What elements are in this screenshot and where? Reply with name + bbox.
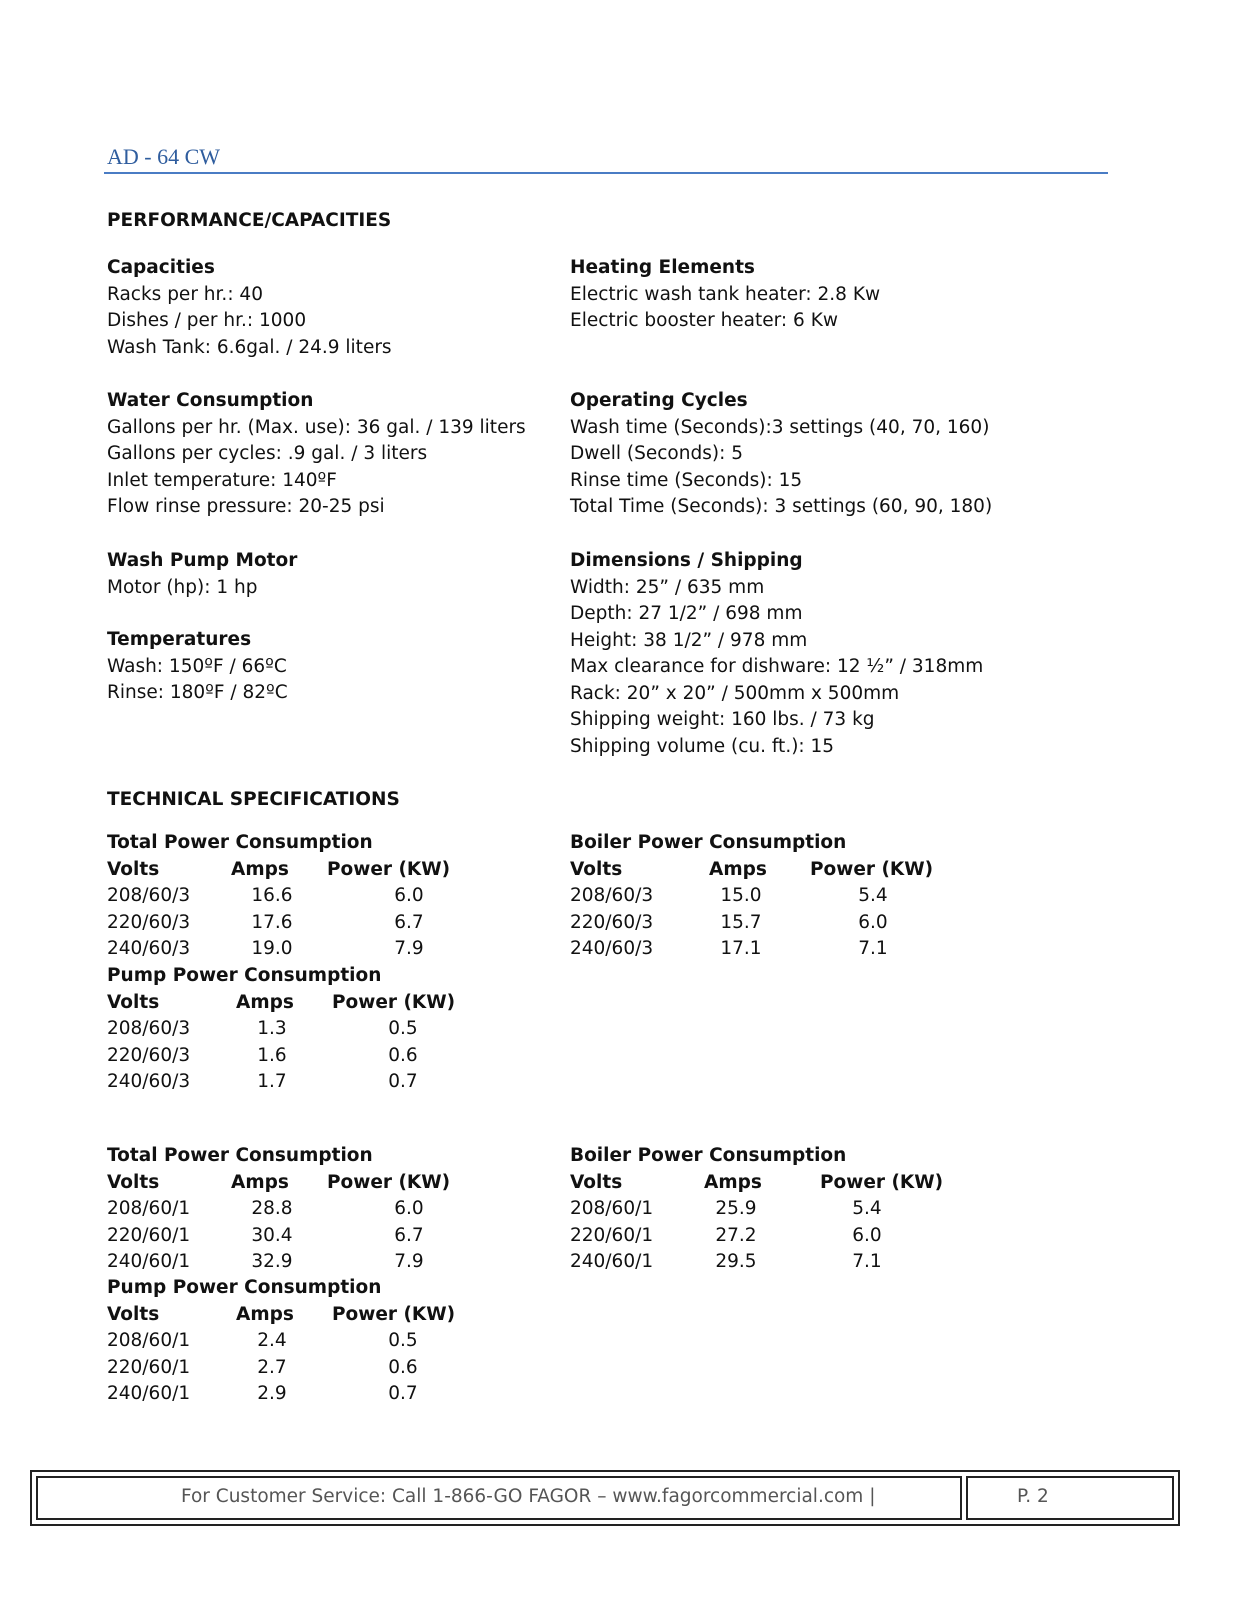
table-header-cell: Power (KW) — [820, 1171, 944, 1193]
temperatures-section — [107, 627, 288, 707]
table-cell: 6.7 — [394, 911, 424, 933]
cycles-line: Wash time (Seconds):3 settings (40, 70, 160) — [570, 416, 990, 438]
table-header-cell: Amps — [709, 858, 767, 880]
table-cell: 2.9 — [257, 1383, 287, 1404]
table-cell: 25.9 — [715, 1198, 757, 1219]
cycles-line: Total Time (Seconds): 3 settings (60, 90, 180) — [570, 496, 993, 517]
capacities-line: Racks per hr.: 40 — [107, 283, 263, 305]
table-title: Pump Power Consumption — [107, 965, 382, 986]
table-cell: 0.6 — [388, 1356, 418, 1378]
table-cell: 7.9 — [394, 938, 424, 959]
pump-motor-title: Wash Pump Motor — [107, 550, 298, 571]
table-cell: 6.0 — [858, 911, 888, 933]
table-cell: 2.7 — [257, 1356, 287, 1378]
table-cell: 2.4 — [257, 1330, 287, 1351]
table-cell: 0.5 — [388, 1330, 418, 1351]
table-header-cell: Volts — [107, 1171, 160, 1193]
table-header-cell: Amps — [231, 858, 289, 880]
water-line: Inlet temperature: 140ºF — [107, 469, 337, 491]
table-header-cell: Power (KW) — [810, 858, 934, 880]
table-cell: 240/60/3 — [107, 1071, 191, 1092]
dimensions-line: Height: 38 1/2” / 978 mm — [570, 629, 808, 651]
table-header-cell: Amps — [704, 1171, 762, 1193]
capacities-line: Wash Tank: 6.6gal. / 24.9 liters — [107, 336, 392, 358]
table-cell: 1.6 — [257, 1044, 287, 1066]
table-header-cell: Power (KW) — [327, 858, 451, 880]
table-cell: 6.0 — [394, 885, 424, 906]
table-cell: 220/60/1 — [570, 1224, 654, 1246]
table-cell: 32.9 — [251, 1251, 293, 1272]
table-cell: 19.0 — [251, 938, 293, 959]
table-title: Pump Power Consumption — [107, 1277, 382, 1298]
capacities-section — [107, 255, 392, 361]
heating-line: Electric wash tank heater: 2.8 Kw — [570, 283, 881, 305]
table-cell: 208/60/1 — [107, 1330, 191, 1351]
dimensions-line: Depth: 27 1/2” / 698 mm — [570, 603, 803, 624]
capacities-title: Capacities — [107, 257, 215, 278]
pump-motor-line: Motor (hp): 1 hp — [107, 576, 258, 598]
table-cell: 208/60/3 — [107, 1018, 191, 1039]
table-cell: 6.7 — [394, 1224, 424, 1246]
table-header-cell: Amps — [236, 1303, 294, 1325]
table-cell: 0.6 — [388, 1044, 418, 1066]
table-cell: 6.0 — [394, 1198, 424, 1219]
table-cell: 240/60/1 — [107, 1383, 191, 1404]
table-header-cell: Volts — [107, 991, 160, 1013]
table-header-cell: Amps — [236, 991, 294, 1013]
dimensions-line: Shipping volume (cu. ft.): 15 — [570, 735, 835, 757]
table-cell: 17.6 — [251, 911, 293, 933]
water-title: Water Consumption — [107, 390, 314, 411]
table-title: Boiler Power Consumption — [570, 832, 847, 853]
temperatures-line: Wash: 150ºF / 66ºC — [107, 655, 287, 677]
water-line: Gallons per hr. (Max. use): 36 gal. / 139 liters — [107, 416, 526, 438]
table-cell: 15.7 — [720, 911, 762, 933]
cycles-line: Dwell (Seconds): 5 — [570, 443, 743, 464]
water-line: Gallons per cycles: .9 gal. / 3 liters — [107, 443, 428, 464]
performance-heading: PERFORMANCE/CAPACITIES — [107, 210, 392, 231]
table-cell: 220/60/1 — [107, 1224, 191, 1246]
table-cell: 30.4 — [251, 1224, 293, 1246]
table-cell: 5.4 — [858, 885, 888, 906]
heating-line: Electric booster heater: 6 Kw — [570, 310, 838, 331]
table-cell: 208/60/3 — [570, 885, 654, 906]
table-cell: 27.2 — [715, 1224, 757, 1246]
dimensions-line: Shipping weight: 160 lbs. / 73 kg — [570, 709, 875, 730]
table-cell: 208/60/3 — [107, 885, 191, 906]
table-cell: 0.7 — [388, 1383, 418, 1404]
table-cell: 240/60/1 — [570, 1251, 654, 1272]
footer-service-text: For Customer Service: Call 1-866-GO FAGOR – www.fagorcommercial.com | — [181, 1486, 876, 1507]
table-cell: 220/60/3 — [107, 1044, 191, 1066]
heating-title: Heating Elements — [570, 257, 755, 278]
table-cell: 208/60/1 — [570, 1198, 654, 1219]
table-title: Total Power Consumption — [107, 832, 373, 853]
dimensions-line: Rack: 20” x 20” / 500mm x 500mm — [570, 682, 900, 704]
footer-page-cell — [966, 1476, 1174, 1520]
table-cell: 16.6 — [251, 885, 293, 906]
cycles-line: Rinse time (Seconds): 15 — [570, 469, 803, 491]
table-cell: 240/60/3 — [570, 938, 654, 959]
table-cell: 7.1 — [852, 1251, 882, 1272]
document-title: AD - 64 CW — [107, 144, 221, 169]
heating-section — [570, 255, 880, 335]
table-cell: 0.5 — [388, 1018, 418, 1039]
table-cell: 240/60/3 — [107, 938, 191, 959]
table-header-cell: Power (KW) — [327, 1171, 451, 1193]
table-title: Boiler Power Consumption — [570, 1145, 847, 1166]
table-header-cell: Amps — [231, 1171, 289, 1193]
footer-page-number: P. 2 — [1017, 1486, 1049, 1507]
table-cell: 28.8 — [251, 1198, 293, 1219]
table-cell: 7.1 — [858, 938, 888, 959]
dimensions-title: Dimensions / Shipping — [570, 550, 803, 571]
technical-heading: TECHNICAL SPECIFICATIONS — [107, 789, 400, 810]
table-cell: 220/60/1 — [107, 1356, 191, 1378]
table-header-cell: Volts — [107, 1303, 160, 1325]
table-header-cell: Volts — [570, 858, 623, 880]
table-title: Total Power Consumption — [107, 1145, 373, 1166]
cycles-title: Operating Cycles — [570, 390, 748, 411]
table-cell: 1.7 — [257, 1071, 287, 1092]
table-cell: 29.5 — [715, 1251, 757, 1272]
cycles-section — [570, 388, 992, 521]
table-cell: 220/60/3 — [570, 911, 654, 933]
table-cell: 208/60/1 — [107, 1198, 191, 1219]
dimensions-section — [570, 548, 983, 760]
table-header-cell: Power (KW) — [332, 991, 456, 1013]
temperatures-line: Rinse: 180ºF / 82ºC — [107, 682, 288, 703]
table-cell: 17.1 — [720, 938, 762, 959]
table-header-cell: Volts — [570, 1171, 623, 1193]
table-cell: 5.4 — [852, 1198, 882, 1219]
water-section — [107, 388, 526, 521]
dimensions-line: Width: 25” / 635 mm — [570, 576, 765, 598]
capacities-line: Dishes / per hr.: 1000 — [107, 310, 307, 331]
table-cell: 0.7 — [388, 1071, 418, 1092]
temperatures-title: Temperatures — [107, 629, 252, 650]
table-cell: 240/60/1 — [107, 1251, 191, 1272]
title-divider — [104, 172, 1108, 174]
water-line: Flow rinse pressure: 20-25 psi — [107, 496, 385, 517]
table-header-cell: Volts — [107, 858, 160, 880]
table-cell: 1.3 — [257, 1018, 287, 1039]
table-cell: 7.9 — [394, 1251, 424, 1272]
dimensions-line: Max clearance for dishware: 12 ½” / 318mm — [570, 656, 984, 677]
table-header-cell: Power (KW) — [332, 1303, 456, 1325]
table-cell: 6.0 — [852, 1224, 882, 1246]
table-cell: 15.0 — [720, 885, 762, 906]
table-cell: 220/60/3 — [107, 911, 191, 933]
pump-motor-section — [107, 548, 297, 601]
